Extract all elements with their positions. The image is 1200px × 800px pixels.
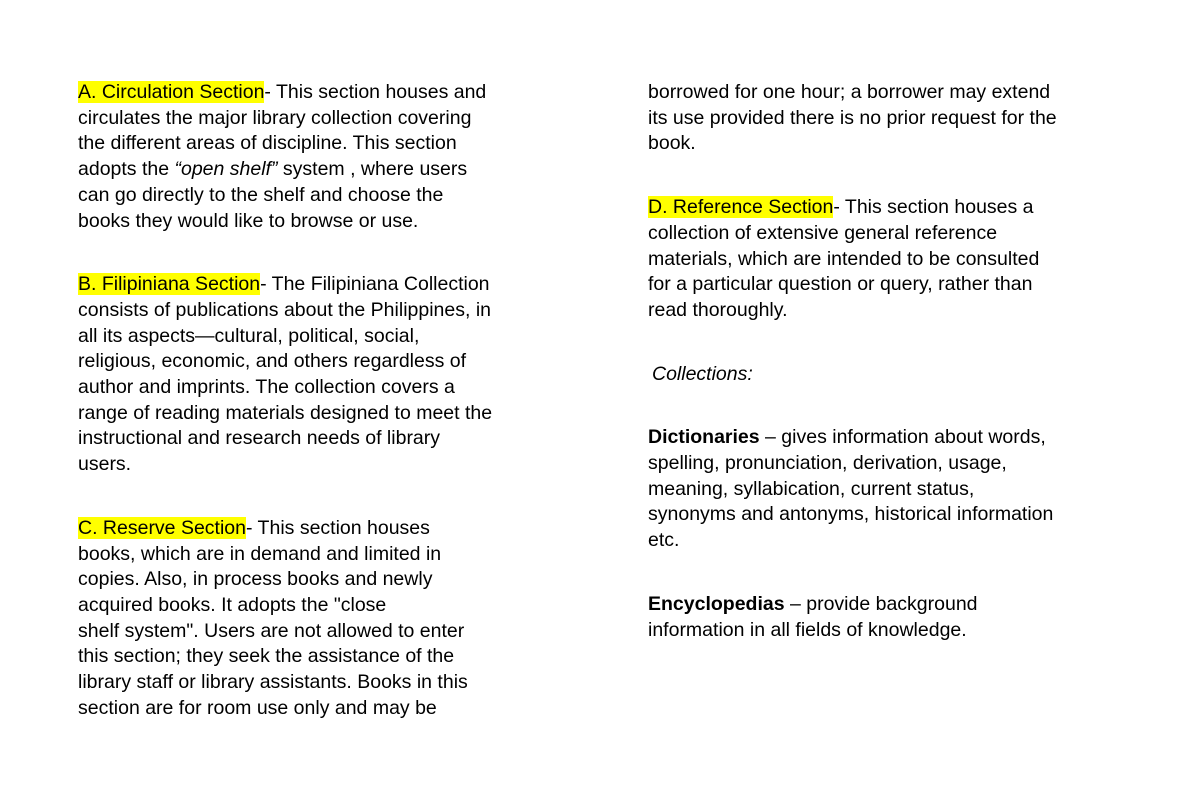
text-line: books they would like to browse or use. — [78, 209, 419, 232]
text-line — [648, 425, 1128, 451]
text-line — [78, 157, 568, 183]
reserve-section-paragraph — [78, 516, 568, 722]
text-line: for a particular question or query, rather than — [648, 273, 1033, 296]
text-line: this section; they seek the assistance of the — [78, 645, 455, 668]
text-fragment: - This section houses — [246, 516, 430, 539]
text-line: meaning, syllabication, current status, — [648, 477, 975, 500]
text-fragment: - This section houses and — [264, 81, 487, 103]
text-line: range of reading materials designed to meet the — [78, 401, 493, 424]
text-line: borrowed for one hour; a borrower may extend — [648, 81, 1051, 103]
text-line: its use provided there is no prior request for the — [648, 106, 1057, 129]
collections-label — [648, 362, 1128, 388]
filipiniana-section-paragraph — [78, 272, 568, 478]
text-fragment: adopts the — [78, 158, 175, 181]
text-line: users. — [78, 453, 132, 476]
text-line: shelf system". Users are not allowed to enter — [78, 619, 465, 642]
text-line: materials, which are intended to be consulted — [648, 247, 1040, 270]
right-column — [648, 80, 1128, 643]
dictionaries-term: Dictionaries — [648, 426, 760, 449]
text-line: instructional and research needs of library — [78, 427, 441, 450]
text-fragment: - The Filipiniana Collection — [260, 273, 490, 296]
text-line: consists of publications about the Philippines, in — [78, 298, 492, 321]
text-line: library staff or library assistants. Books in this — [78, 671, 468, 694]
text-line: religious, economic, and others regardless of — [78, 350, 467, 373]
circulation-section-heading: A. Circulation Section — [78, 81, 265, 103]
text-line: book. — [648, 132, 696, 155]
text-line — [648, 592, 1128, 618]
reference-section-heading: D. Reference Section — [648, 196, 834, 219]
text-line: copies. Also, in process books and newly — [78, 568, 433, 591]
text-line — [648, 195, 1128, 221]
text-line: spelling, pronunciation, derivation, usage, — [648, 452, 1007, 475]
text-line: can go directly to the shelf and choose the — [78, 183, 444, 206]
reserve-section-heading: C. Reserve Section — [78, 516, 246, 539]
reserve-section-continuation — [648, 80, 1128, 157]
text-fragment: - This section houses a — [833, 196, 1034, 219]
text-line: the different areas of discipline. This section — [78, 132, 457, 155]
dictionaries-paragraph — [648, 425, 1128, 554]
text-line: Collections: — [652, 362, 753, 385]
reference-section-paragraph — [648, 195, 1128, 324]
text-line — [78, 516, 568, 542]
circulation-section-paragraph — [78, 80, 568, 234]
text-fragment: – provide background — [784, 592, 978, 615]
left-column — [78, 80, 568, 721]
text-line: acquired books. It adopts the "close — [78, 593, 387, 616]
text-fragment: – gives information about words, — [759, 426, 1046, 449]
text-line — [78, 80, 568, 106]
text-line — [78, 272, 568, 298]
filipiniana-section-heading: B. Filipiniana Section — [78, 273, 261, 296]
encyclopedias-term: Encyclopedias — [648, 592, 785, 615]
text-line: read thoroughly. — [648, 298, 788, 321]
text-line: information in all fields of knowledge. — [648, 618, 967, 641]
text-line: synonyms and antonyms, historical information — [648, 503, 1054, 526]
text-line: section are for room use only and may be — [78, 696, 437, 719]
text-line: books, which are in demand and limited in — [78, 542, 442, 565]
text-line: collection of extensive general reference — [648, 221, 998, 244]
text-line: circulates the major library collection covering — [78, 106, 472, 129]
text-line: all its aspects—cultural, political, social, — [78, 324, 420, 347]
text-line: author and imprints. The collection covers a — [78, 376, 455, 399]
text-fragment: system , where users — [277, 158, 468, 181]
open-shelf-term: “open shelf” — [174, 158, 278, 181]
text-line: etc. — [648, 529, 680, 552]
encyclopedias-paragraph — [648, 592, 1128, 643]
